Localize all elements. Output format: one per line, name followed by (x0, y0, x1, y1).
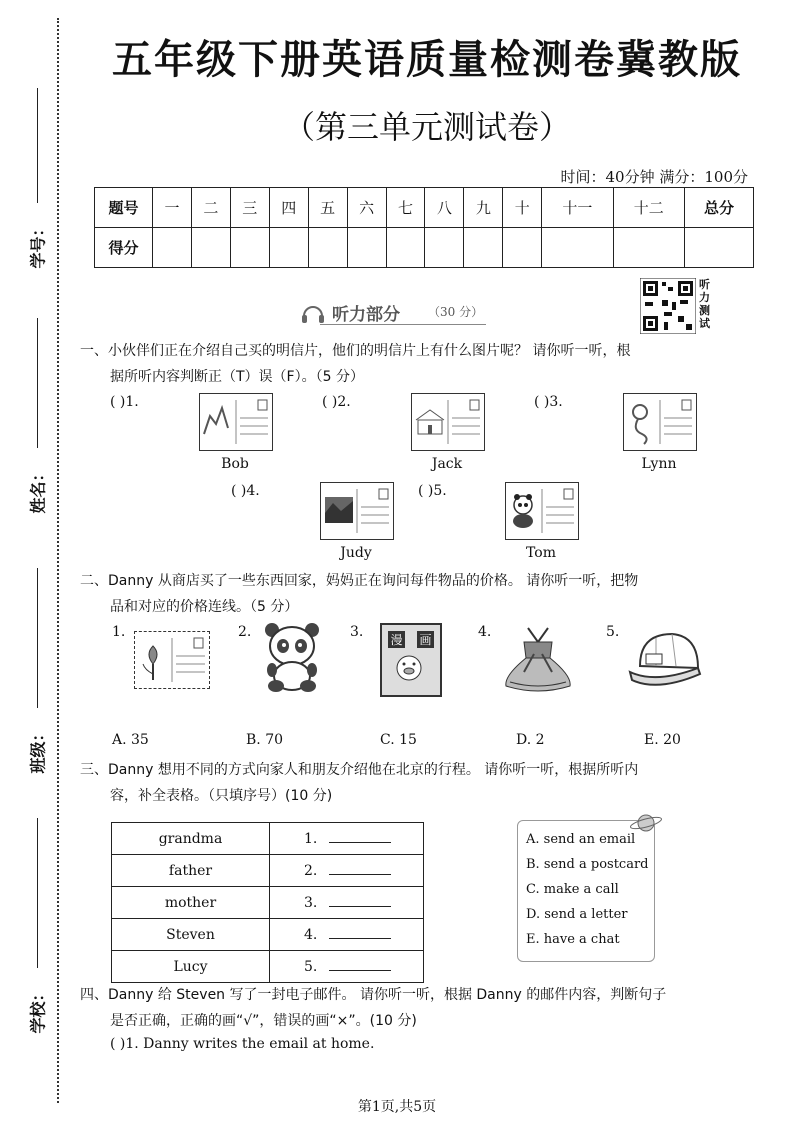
score-table-header-row (95, 188, 754, 228)
person-cell: grandma (112, 823, 270, 855)
score-input-cell[interactable] (464, 228, 503, 268)
answer-blank[interactable] (329, 970, 391, 971)
qr-code-icon (640, 278, 696, 334)
great-wall-postcard-icon (200, 394, 272, 450)
score-input-cell[interactable] (613, 228, 684, 268)
page-subtitle: （第三单元测试卷） (282, 108, 571, 146)
postcard-image (411, 393, 485, 451)
price-option[interactable]: C. 15 (380, 732, 417, 748)
mountain-postcard-icon (321, 483, 393, 539)
score-cell: 一 (153, 188, 192, 228)
postcard-owner-name: Bob (221, 456, 249, 472)
answer-blank[interactable] (329, 874, 391, 875)
page-title: 五年级下册英语质量检测卷冀教版 (112, 36, 742, 83)
answer-blank-3[interactable]: ( )3. (534, 394, 563, 410)
score-input-cell[interactable] (308, 228, 347, 268)
table-row (112, 951, 424, 983)
person-cell: father (112, 855, 270, 887)
score-cell: 七 (386, 188, 425, 228)
person-cell: Lucy (112, 951, 270, 983)
listening-section-header (300, 300, 490, 324)
score-input-cell[interactable] (685, 228, 754, 268)
listening-title: 听力部分 (332, 305, 400, 325)
table-row (112, 887, 424, 919)
item-number: 1. (112, 624, 126, 640)
answer-blank[interactable] (329, 842, 391, 843)
listening-points: （30 分） (428, 305, 484, 319)
score-table-score-row (95, 228, 754, 268)
score-cell: 题号 (95, 188, 153, 228)
table-row (112, 855, 424, 887)
postcard-owner-name: Tom (526, 545, 556, 561)
answer-cell[interactable]: 3. (270, 887, 424, 919)
dragon-postcard-icon (624, 394, 696, 450)
table-row (112, 823, 424, 855)
fill-table (111, 822, 424, 983)
comic-book-char: 画 (419, 633, 432, 647)
price-option[interactable]: E. 20 (644, 732, 681, 748)
score-cell: 十 (503, 188, 542, 228)
score-input-cell[interactable] (191, 228, 230, 268)
comic-book-char: 漫 (390, 633, 403, 647)
score-input-cell[interactable] (542, 228, 613, 268)
postcard-image (320, 482, 394, 540)
margin-field-class: 班级： (18, 568, 56, 761)
answer-blank[interactable] (329, 906, 391, 907)
item-number: 3. (350, 624, 364, 640)
item-image-postcard[interactable] (134, 631, 210, 689)
postcard-owner-name: Jack (431, 456, 463, 472)
score-cell: 三 (230, 188, 269, 228)
panda-postcard-icon (506, 483, 578, 539)
question-1-prompt: 一、小伙伴们正在介绍自己买的明信片，他们的明信片上有什么图片呢？ 请你听一听，根 据所听内容判断正（T）误（F）。（5 分） (80, 343, 631, 385)
tiananmen-postcard-icon (412, 394, 484, 450)
table-row (112, 919, 424, 951)
price-option[interactable]: A. 35 (112, 732, 149, 748)
page-number: 第1页,共5页 (357, 1099, 437, 1115)
options-box (517, 820, 655, 962)
score-cell: 八 (425, 188, 464, 228)
score-input-cell[interactable] (386, 228, 425, 268)
question-4-item-1[interactable]: ( )1. Danny writes the email at home. (110, 1036, 375, 1052)
answer-blank-1[interactable]: ( )1. (110, 394, 139, 410)
option-item: A. send an email (526, 832, 636, 847)
section-underline (320, 324, 486, 325)
dress-icon[interactable] (500, 624, 576, 696)
price-option[interactable]: D. 2 (516, 732, 545, 748)
item-number: 2. (238, 624, 252, 640)
panda-toy-icon[interactable] (262, 620, 322, 694)
score-input-cell[interactable] (503, 228, 542, 268)
postcard-image (199, 393, 273, 451)
option-item: C. make a call (526, 882, 619, 897)
answer-blank-2[interactable]: ( )2. (322, 394, 351, 410)
answer-cell[interactable]: 2. (270, 855, 424, 887)
margin-field-student-id: 学号： (18, 88, 56, 256)
question-2-prompt: 二、Danny 从商店买了一些东西回家，妈妈正在询问每件物品的价格。 请你听一听，把物 品和对应的价格连线。（5 分） (80, 573, 639, 615)
score-cell: 得分 (95, 228, 153, 268)
option-item: D. send a letter (526, 907, 628, 922)
cartoon-pig-icon (382, 648, 436, 688)
score-cell: 四 (269, 188, 308, 228)
time-info: 时间：40分钟 满分：100分 (560, 168, 748, 186)
answer-cell[interactable]: 1. (270, 823, 424, 855)
answer-blank-4[interactable]: ( )4. (231, 483, 260, 499)
score-table (94, 187, 754, 268)
answer-cell[interactable]: 4. (270, 919, 424, 951)
person-cell: Steven (112, 919, 270, 951)
score-input-cell[interactable] (269, 228, 308, 268)
score-cell: 二 (191, 188, 230, 228)
person-cell: mother (112, 887, 270, 919)
score-cell: 十一 (542, 188, 613, 228)
item-number: 4. (478, 624, 492, 640)
postcard-image (505, 482, 579, 540)
price-option[interactable]: B. 70 (246, 732, 284, 748)
score-input-cell[interactable] (153, 228, 192, 268)
question-4-prompt: 四、Danny 给 Steven 写了一封电子邮件。 请你听一听，根据 Danny 的邮件内容，判断句子 是否正确，正确的画“√”，错误的画“×”。(10 分) (80, 987, 667, 1029)
option-item: E. have a chat (526, 932, 620, 947)
score-input-cell[interactable] (230, 228, 269, 268)
planet-icon (628, 810, 664, 836)
score-cell: 总分 (685, 188, 754, 228)
option-item: B. send a postcard (526, 857, 649, 872)
answer-blank[interactable] (329, 938, 391, 939)
headphones-icon (300, 302, 326, 324)
margin-field-school: 学校： (18, 818, 56, 1021)
margin-field-name: 姓名： (18, 318, 56, 501)
postcard-image (623, 393, 697, 451)
postcard-owner-name: Judy (340, 545, 372, 561)
score-cell: 十二 (613, 188, 684, 228)
question-3-prompt: 三、Danny 想用不同的方式向家人和朋友介绍他在北京的行程。 请你听一听，根据所听内 容，补全表格。（只填序号）(10 分) (80, 762, 639, 804)
cap-icon[interactable] (626, 628, 706, 692)
score-cell: 九 (464, 188, 503, 228)
comic-book-image[interactable] (380, 623, 442, 697)
item-number: 5. (606, 624, 620, 640)
score-cell: 六 (347, 188, 386, 228)
answer-cell[interactable]: 5. (270, 951, 424, 983)
qr-label: 听力测试 (699, 278, 710, 330)
score-input-cell[interactable] (425, 228, 464, 268)
postcard-owner-name: Lynn (641, 456, 677, 472)
qr-code-block[interactable] (640, 278, 718, 336)
flower-postcard-icon (135, 632, 209, 688)
score-cell: 五 (308, 188, 347, 228)
answer-blank-5[interactable]: ( )5. (418, 483, 447, 499)
score-input-cell[interactable] (347, 228, 386, 268)
binding-dashed-line (57, 18, 59, 1103)
